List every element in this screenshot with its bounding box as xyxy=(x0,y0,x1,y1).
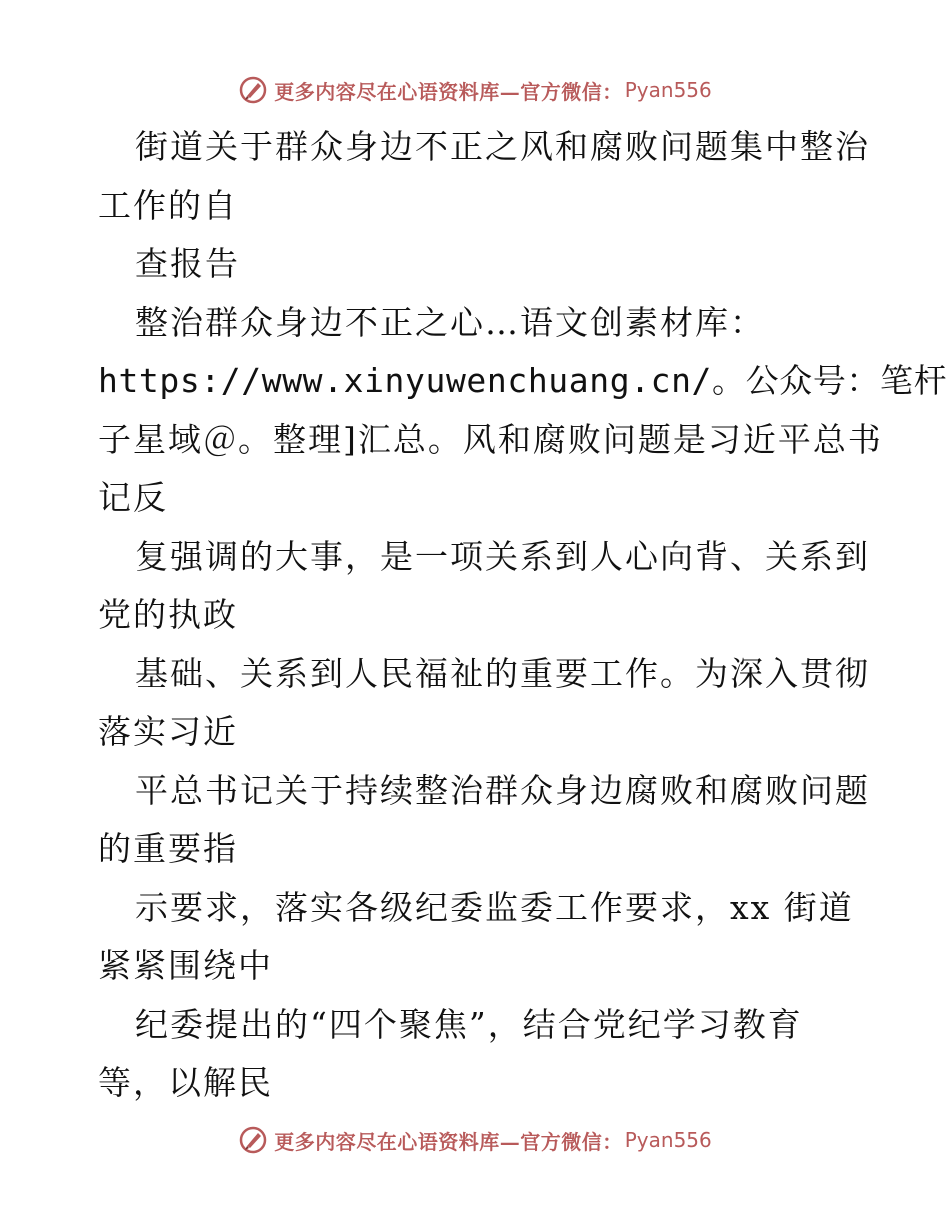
banner-wechat-id: Pyan556 xyxy=(624,78,712,102)
text-line-url: https://www.xinyuwenchuang.cn/。公众号：笔杆 xyxy=(98,361,948,400)
footer-watermark-banner xyxy=(0,1120,950,1160)
text-line: 等，以解民 xyxy=(98,1063,273,1102)
pen-logo-icon xyxy=(238,1125,268,1155)
header-watermark-banner xyxy=(0,70,950,110)
text-line: 查报告 xyxy=(135,244,240,283)
text-line: 街道关于群众身边不正之风和腐败问题集中整治 xyxy=(135,127,870,166)
pen-logo-icon xyxy=(238,75,268,105)
document-body xyxy=(98,118,948,1113)
text-line: 示要求，落实各级纪委监委工作要求，xx 街道 xyxy=(135,887,854,927)
text-line: 平总书记关于持续整治群众身边腐败和腐败问题 xyxy=(135,770,870,810)
banner-wechat-id: Pyan556 xyxy=(624,1128,712,1152)
banner-text: 更多内容尽在心语资料库—官方微信： xyxy=(274,79,623,104)
text-line: 紧紧围绕中 xyxy=(98,946,273,985)
text-line: 整治群众身边不正之心…语文创素材库： xyxy=(135,302,765,342)
text-line: 纪委提出的“四个聚焦”，结合党纪学习教育 xyxy=(135,1004,803,1044)
text-line: 子星域＠。整理]汇总。风和腐败问题是习近平总书 xyxy=(98,419,883,459)
text-line: 记反 xyxy=(98,478,168,517)
text-line: 党的执政 xyxy=(98,595,238,634)
text-line: 复强调的大事，是一项关系到人心向背、关系到 xyxy=(135,536,870,576)
text-line: 的重要指 xyxy=(98,829,238,868)
text-line: 工作的自 xyxy=(98,185,238,225)
text-line: 落实习近 xyxy=(98,712,238,751)
banner-text: 更多内容尽在心语资料库—官方微信： xyxy=(274,1129,623,1154)
text-line: 基础、关系到人民福祉的重要工作。为深入贯彻 xyxy=(135,653,870,693)
